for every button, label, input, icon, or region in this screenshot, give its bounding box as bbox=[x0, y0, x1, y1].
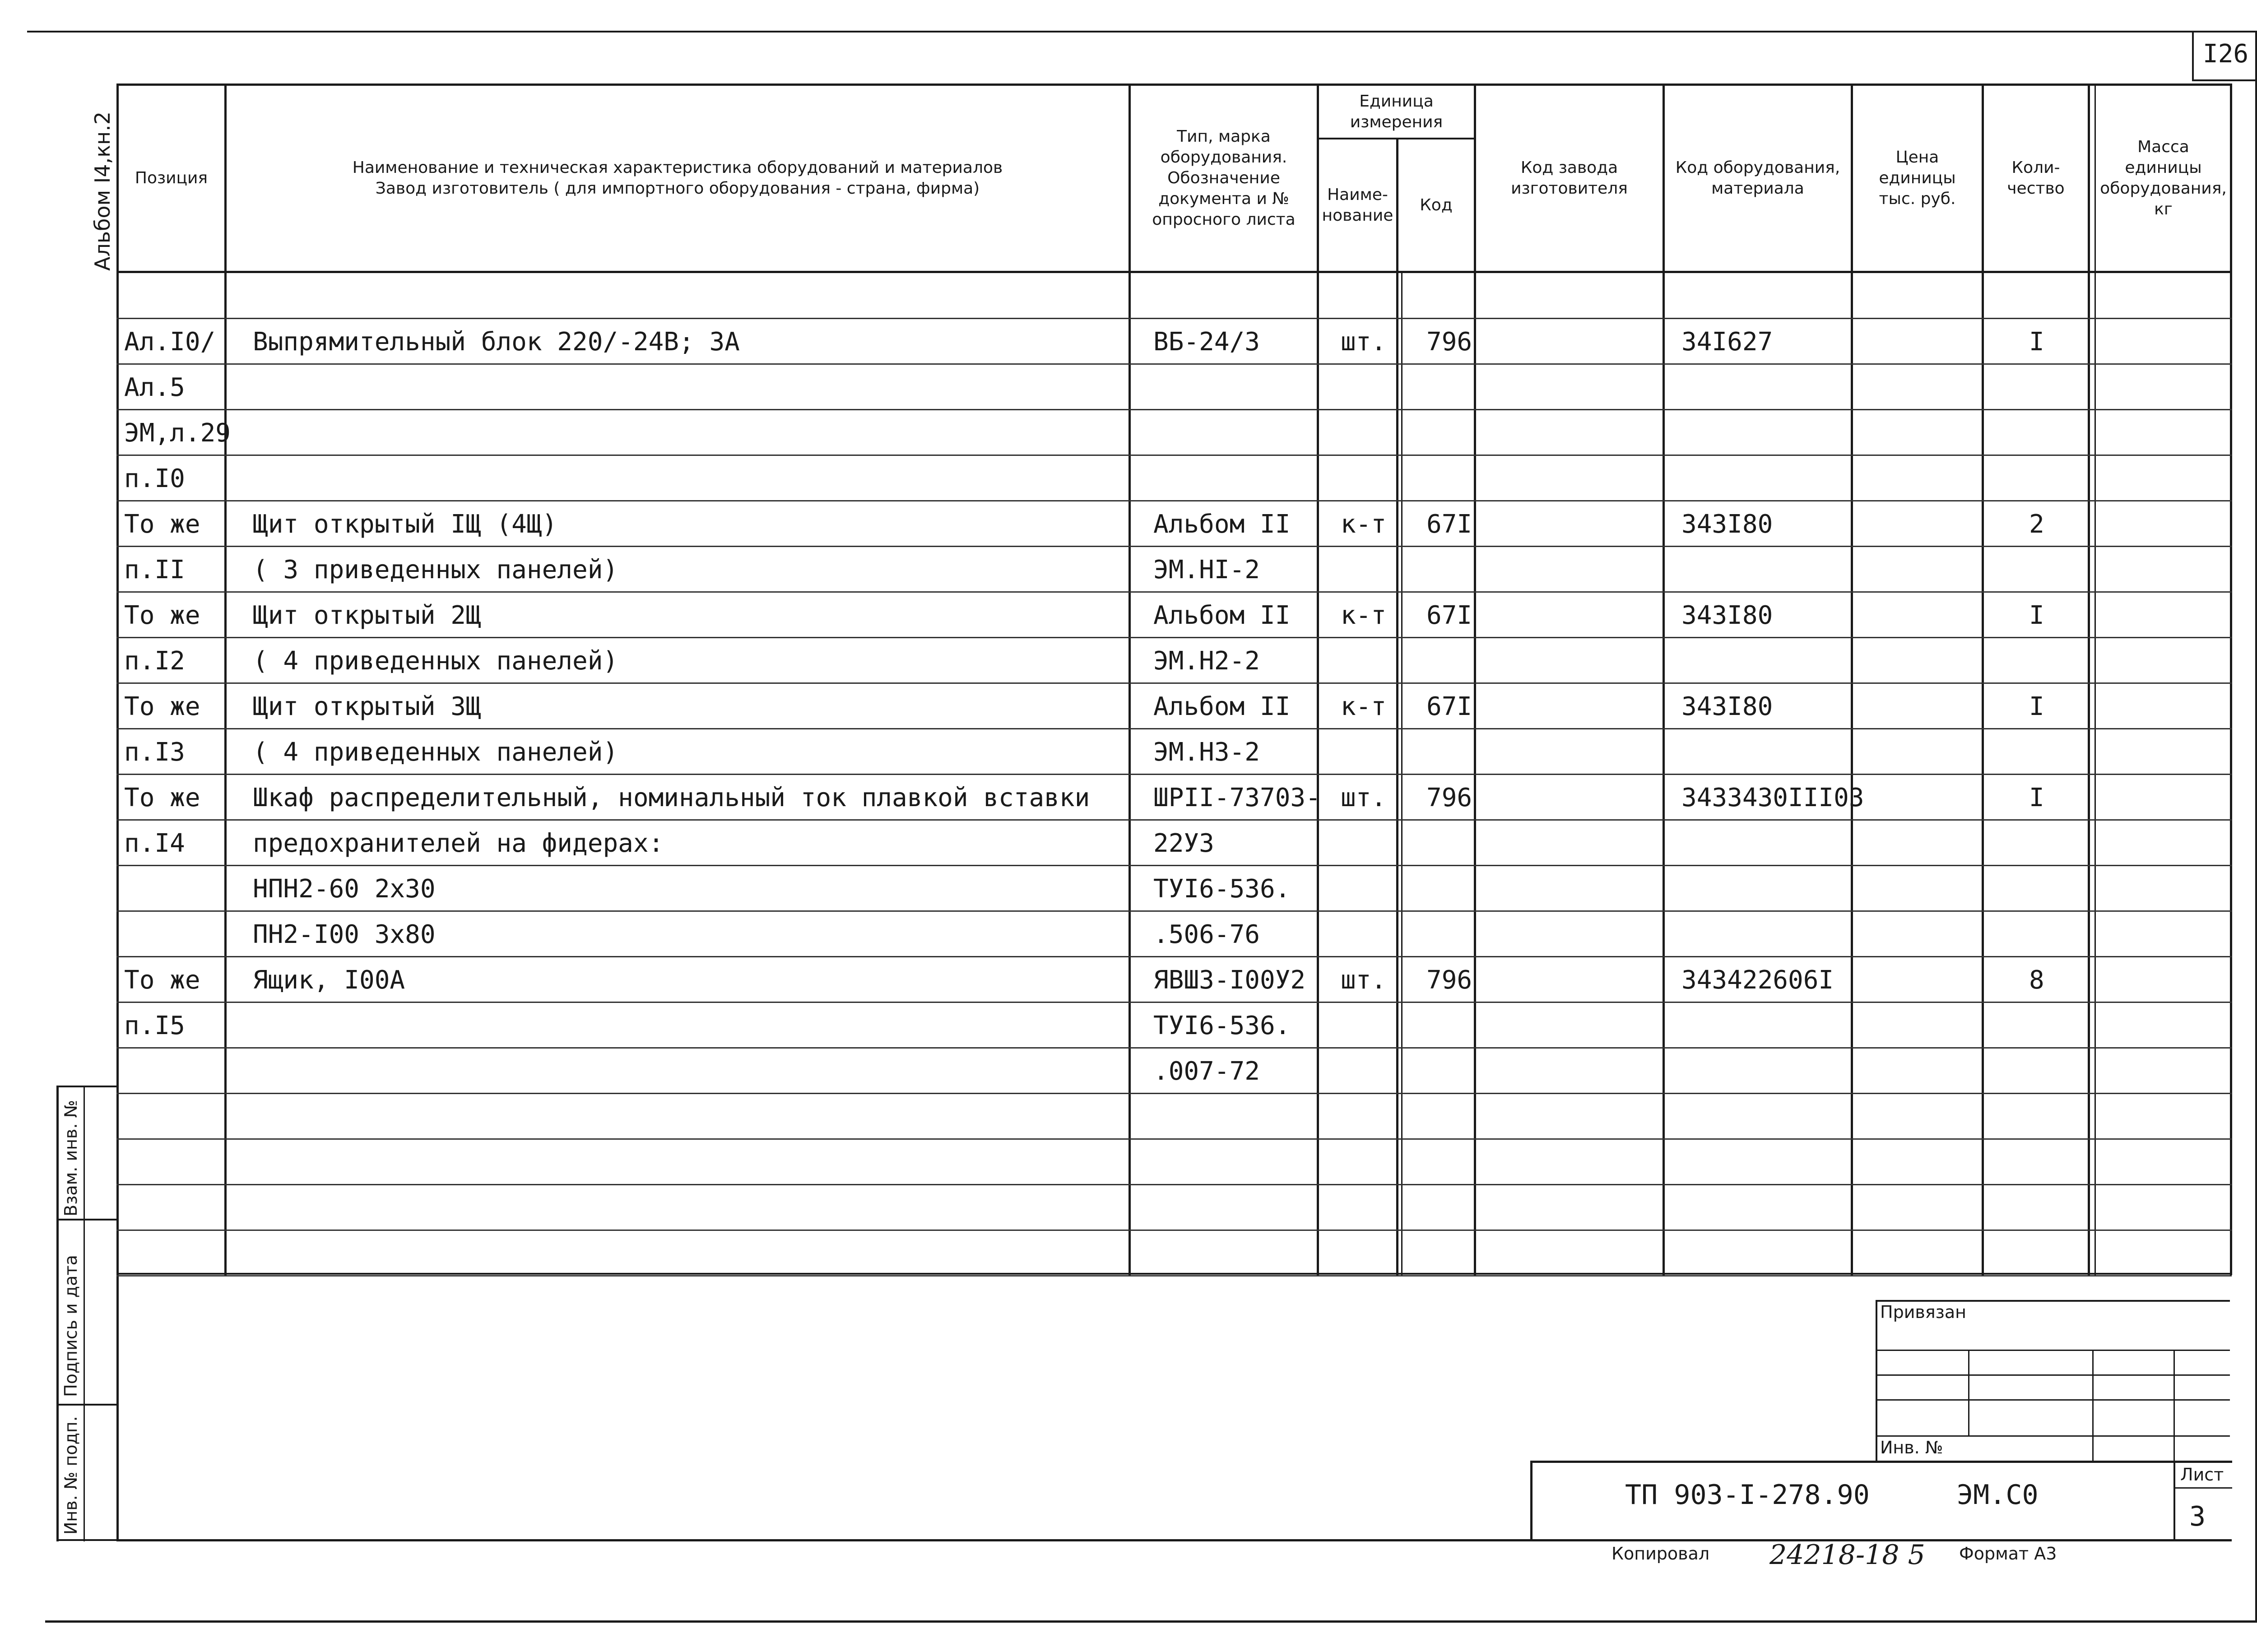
cell-quantity: 8 bbox=[2029, 965, 2044, 995]
document-code: ТП 903-I-278.90 bbox=[1625, 1479, 1870, 1511]
row-divider bbox=[116, 1184, 2232, 1185]
cell-position: п.I5 bbox=[124, 1011, 185, 1040]
row-divider bbox=[116, 1138, 2232, 1140]
cell-name: Ящик, I00А bbox=[253, 965, 405, 995]
header-type: Тип, марка оборудования. Обозначение документа и № опросного листа bbox=[1152, 127, 1296, 229]
cell-type: Альбом II bbox=[1153, 510, 1291, 539]
cell-position: п.II bbox=[124, 555, 185, 585]
header-bottom-line bbox=[116, 271, 2232, 273]
list-label: Лист bbox=[2180, 1465, 2224, 1485]
cell-type: ШРII-73703- bbox=[1153, 783, 1321, 812]
cell-position: п.I3 bbox=[124, 738, 185, 767]
cell-unit-name: шт. bbox=[1341, 965, 1387, 995]
cell-name: предохранителей на фидерах: bbox=[253, 829, 664, 858]
cell-position: То же bbox=[124, 692, 200, 721]
cell-name: ПН2-I00 3х80 bbox=[253, 920, 436, 949]
cell-quantity: I bbox=[2029, 601, 2044, 630]
format-label: Формат А3 bbox=[1959, 1544, 2057, 1564]
cell-unit-name: шт. bbox=[1341, 783, 1387, 812]
cell-unit-code: 796 bbox=[1426, 965, 1472, 995]
cell-position: То же bbox=[124, 601, 200, 630]
cell-type: ТУI6-536. bbox=[1153, 1011, 1291, 1040]
row-divider bbox=[116, 1275, 2232, 1276]
cell-quantity: I bbox=[2029, 783, 2044, 812]
cell-unit-code: 796 bbox=[1426, 327, 1472, 357]
table-left-line bbox=[116, 84, 119, 1539]
cell-quantity: I bbox=[2029, 692, 2044, 721]
cell-equipment-code: 34I627 bbox=[1681, 327, 1773, 357]
cell-type: ЭМ.Н2-2 bbox=[1153, 646, 1260, 676]
header-mass: Масса единицы оборудования, кг bbox=[2100, 138, 2227, 218]
cell-name: Шкаф распределительный, номинальный ток плавкой вставки bbox=[253, 783, 1090, 812]
cell-unit-name: шт. bbox=[1341, 327, 1387, 357]
cell-type: ЭМ.Н3-2 bbox=[1153, 738, 1260, 767]
cell-position: п.I2 bbox=[124, 646, 185, 676]
header-position: Позиция bbox=[135, 169, 208, 187]
cell-type: ТУI6-536. bbox=[1153, 874, 1291, 904]
cell-equipment-code: 343I80 bbox=[1681, 510, 1773, 539]
header-unit-name: Наиме- нование bbox=[1322, 185, 1393, 225]
cell-name: ( 4 приведенных панелей) bbox=[253, 646, 618, 676]
handwritten-number: 24218-18 5 bbox=[1769, 1539, 1925, 1571]
cell-unit-code: 67I bbox=[1426, 692, 1472, 721]
cell-equipment-code: 343I80 bbox=[1681, 692, 1773, 721]
sheet-number-top: I26 bbox=[2203, 39, 2249, 69]
cell-position: То же bbox=[124, 965, 200, 995]
frame-right-line bbox=[2255, 32, 2257, 1623]
album-label: Альбом I4,кн.2 bbox=[90, 111, 115, 271]
row-divider bbox=[116, 500, 2232, 501]
cell-name: Щит открытый 2Щ bbox=[253, 601, 481, 630]
privyazan-label: Привязан bbox=[1880, 1302, 1966, 1322]
cell-name: НПН2-60 2х30 bbox=[253, 874, 436, 904]
cell-name: ( 4 приведенных панелей) bbox=[253, 738, 618, 767]
cell-name: Выпрямительный блок 220/-24В; 3А bbox=[253, 327, 740, 357]
label-vzam-inv: Взам. инв. № bbox=[61, 1100, 81, 1216]
table-bottom-line bbox=[116, 1273, 2232, 1275]
cell-position: п.I4 bbox=[124, 829, 185, 858]
cell-type: .506-76 bbox=[1153, 920, 1260, 949]
cell-unit-name: к-т bbox=[1341, 601, 1387, 630]
cell-position: То же bbox=[124, 783, 200, 812]
frame-top-line bbox=[27, 31, 2257, 32]
header-equipment-code: Код оборудования, материала bbox=[1675, 158, 1840, 198]
header-quantity: Коли- чество bbox=[2007, 158, 2065, 198]
cell-quantity: 2 bbox=[2029, 510, 2044, 539]
cell-position: Ал.5 bbox=[124, 373, 185, 402]
row-divider bbox=[116, 455, 2232, 456]
table-right-line bbox=[2230, 84, 2232, 1275]
kopiroval-label: Копировал bbox=[1611, 1544, 1710, 1564]
cell-type: ЭМ.НI-2 bbox=[1153, 555, 1260, 585]
cell-unit-code: 67I bbox=[1426, 601, 1472, 630]
cell-equipment-code: 343422606I bbox=[1681, 965, 1834, 995]
cell-position: ЭМ,л.29 bbox=[124, 418, 231, 448]
cell-type: ВБ-24/3 bbox=[1153, 327, 1260, 357]
cell-type: Альбом II bbox=[1153, 692, 1291, 721]
list-number: 3 bbox=[2189, 1501, 2206, 1532]
cell-position: Ал.I0/ bbox=[124, 327, 216, 357]
cell-unit-name: к-т bbox=[1341, 510, 1387, 539]
cell-name: ( 3 приведенных панелей) bbox=[253, 555, 618, 585]
cell-equipment-code: 343I80 bbox=[1681, 601, 1773, 630]
row-divider bbox=[116, 318, 2232, 319]
document-mark: ЭМ.С0 bbox=[1957, 1479, 2039, 1511]
frame-bottom-line bbox=[45, 1620, 2257, 1623]
row-divider bbox=[116, 409, 2232, 410]
cell-unit-name: к-т bbox=[1341, 692, 1387, 721]
cell-name: Щит открытый 3Щ bbox=[253, 692, 481, 721]
row-divider bbox=[116, 1230, 2232, 1231]
cell-type: .007-72 bbox=[1153, 1057, 1260, 1086]
inv-no-label: Инв. № bbox=[1880, 1438, 1943, 1457]
cell-name: Щит открытый IЩ (4Щ) bbox=[253, 510, 557, 539]
header-unit-code: Код bbox=[1420, 195, 1453, 214]
cell-position: п.I0 bbox=[124, 464, 185, 493]
cell-unit-code: 796 bbox=[1426, 783, 1472, 812]
cell-quantity: I bbox=[2029, 327, 2044, 357]
label-inv-podp: Инв. № подп. bbox=[61, 1416, 81, 1535]
cell-type: ЯВШ3-I00У2 bbox=[1153, 965, 1306, 995]
label-podpis-data: Подпись и дата bbox=[61, 1255, 81, 1397]
header-unit-group: Единица измерения bbox=[1350, 92, 1443, 131]
cell-type: Альбом II bbox=[1153, 601, 1291, 630]
header-price: Цена единицы тыс. руб. bbox=[1879, 148, 1956, 208]
header-name: Наименование и техническая характеристика оборудований и материалов Завод изготовитель ( для импортного оборудования - страна, фирма) bbox=[352, 158, 1003, 198]
header-factory-code: Код завода изготовителя bbox=[1511, 158, 1628, 198]
cell-position: То же bbox=[124, 510, 200, 539]
cell-equipment-code: 3433430III03 bbox=[1681, 783, 1864, 812]
cell-type: 22У3 bbox=[1153, 829, 1214, 858]
cell-unit-code: 67I bbox=[1426, 510, 1472, 539]
